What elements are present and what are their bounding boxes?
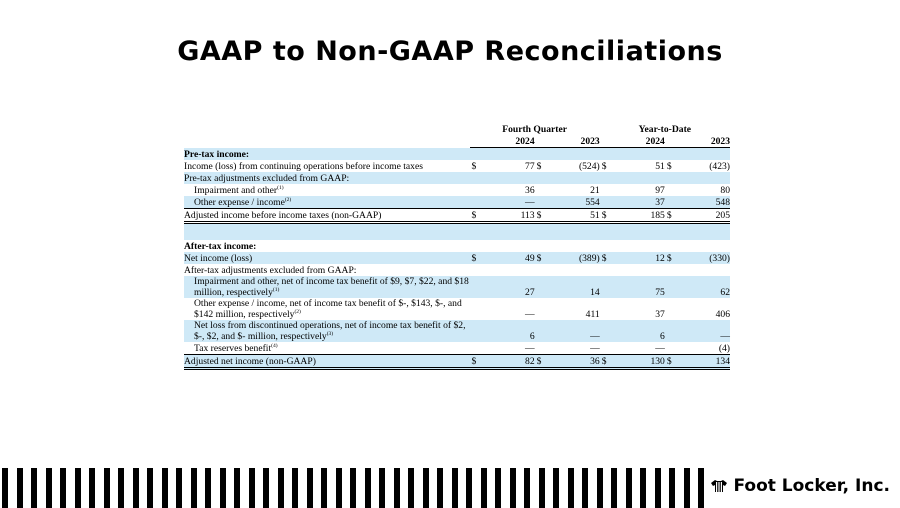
footer-stripe bbox=[191, 468, 197, 508]
total-row: Adjusted income before income taxes (non-GAAP) $ 113 $ 51 $ 185 $ 205 bbox=[184, 210, 730, 221]
reconciliation-table-container bbox=[184, 123, 730, 370]
footer-stripe bbox=[60, 468, 66, 508]
footer-stripe bbox=[466, 468, 472, 508]
footer-stripe bbox=[321, 468, 327, 508]
table-row: Net loss from discontinued operations, net of income tax benefit of $2, $-, $2, and $- million, respectively$^{(3)}$ 6 — 6 — bbox=[184, 320, 730, 342]
footer-stripe bbox=[365, 468, 371, 508]
footer-stripe bbox=[655, 468, 661, 508]
footer-stripe bbox=[350, 468, 356, 508]
footer-stripe bbox=[408, 468, 414, 508]
section-pretax bbox=[184, 148, 730, 161]
footer-stripe bbox=[582, 468, 588, 508]
header-row-periods bbox=[184, 123, 730, 135]
table-row: Other expense / income$^{(2)}$ — 554 37 548 bbox=[184, 196, 730, 209]
footer-stripe bbox=[220, 468, 226, 508]
footer-stripe bbox=[133, 468, 139, 508]
footer-stripe bbox=[495, 468, 501, 508]
table-row: After-tax adjustments excluded from GAAP: bbox=[184, 265, 357, 276]
spacer-row bbox=[184, 223, 730, 241]
footer-stripe bbox=[452, 468, 458, 508]
footer-stripe bbox=[176, 468, 182, 508]
table-row: Net income (loss) $ 49 $ (389) $ 12 $ (330) bbox=[184, 253, 730, 264]
company-logo bbox=[709, 476, 890, 496]
header-q-2023: 2023 bbox=[535, 135, 600, 148]
table-row: Impairment and other, net of income tax benefit of $9, $7, $22, and $18 million, respectively$^{(1)}$ 27 14 75 62 bbox=[184, 276, 730, 298]
footer-stripe bbox=[292, 468, 298, 508]
footer-stripe bbox=[147, 468, 153, 508]
footer-stripe bbox=[75, 468, 81, 508]
header-fourth-quarter: Fourth Quarter bbox=[502, 124, 567, 135]
footer-stripe bbox=[336, 468, 342, 508]
footer-stripe bbox=[307, 468, 313, 508]
referee-shirt-icon bbox=[709, 479, 729, 493]
footer-stripe bbox=[698, 468, 704, 508]
footer-stripe bbox=[162, 468, 168, 508]
footer-stripe bbox=[2, 468, 8, 508]
table-row: Impairment and other$^{(1)}$ 36 21 97 80 bbox=[194, 184, 730, 196]
footer-stripe bbox=[118, 468, 124, 508]
footer-stripe bbox=[524, 468, 530, 508]
footer-stripe bbox=[684, 468, 690, 508]
table-row: Pre-tax adjustments excluded from GAAP: bbox=[184, 172, 730, 184]
footer-stripe bbox=[539, 468, 545, 508]
footer-stripe bbox=[437, 468, 443, 508]
footer-stripe bbox=[423, 468, 429, 508]
footer-stripe bbox=[17, 468, 23, 508]
footer-stripe bbox=[263, 468, 269, 508]
footer-stripe bbox=[31, 468, 37, 508]
footer-stripe bbox=[611, 468, 617, 508]
footer-stripe bbox=[394, 468, 400, 508]
footer-stripe bbox=[481, 468, 487, 508]
company-logo-text: Foot Locker, Inc. bbox=[733, 476, 890, 496]
reconciliation-table bbox=[184, 123, 730, 370]
footer-stripe bbox=[568, 468, 574, 508]
section-aftertax bbox=[184, 240, 730, 252]
header-row-years bbox=[184, 135, 730, 148]
header-ytd-2023: 2023 bbox=[665, 135, 730, 148]
footer-stripe bbox=[205, 468, 211, 508]
section-label: Pre-tax income: bbox=[184, 148, 470, 161]
footer-stripe bbox=[249, 468, 255, 508]
footer-stripe bbox=[46, 468, 52, 508]
footer-stripe bbox=[379, 468, 385, 508]
header-q-2024: 2024 bbox=[470, 135, 535, 148]
total-row: Adjusted net income (non-GAAP) $ 82 $ 36 $ 130 $ 134 bbox=[184, 356, 730, 367]
table-row: Other expense / income, net of income tax benefit of $-, $143, $-, and $142 million, respectively$^{(2)}$ — 411 37 406 bbox=[194, 298, 730, 320]
footer-stripe bbox=[89, 468, 95, 508]
footer-stripe bbox=[553, 468, 559, 508]
footer-stripe bbox=[234, 468, 240, 508]
page-title: GAAP to Non-GAAP Reconciliations bbox=[177, 36, 723, 67]
table-row: Tax reserves benefit$^{(4)}$ — — — (4) bbox=[194, 342, 730, 354]
header-ytd-2024: 2024 bbox=[600, 135, 665, 148]
footer-stripe bbox=[640, 468, 646, 508]
section-label: After-tax income: bbox=[184, 241, 257, 252]
footer-stripe bbox=[510, 468, 516, 508]
striped-footer-bars bbox=[0, 468, 700, 508]
footer-stripe bbox=[597, 468, 603, 508]
footer-stripe bbox=[626, 468, 632, 508]
table-row: Income (loss) from continuing operations before income taxes $ 77 $ (524) $ 51 $ (423) bbox=[184, 161, 730, 172]
header-year-to-date: Year-to-Date bbox=[638, 124, 692, 135]
footer-stripe bbox=[104, 468, 110, 508]
footer-stripe bbox=[278, 468, 284, 508]
footer-stripe bbox=[669, 468, 675, 508]
